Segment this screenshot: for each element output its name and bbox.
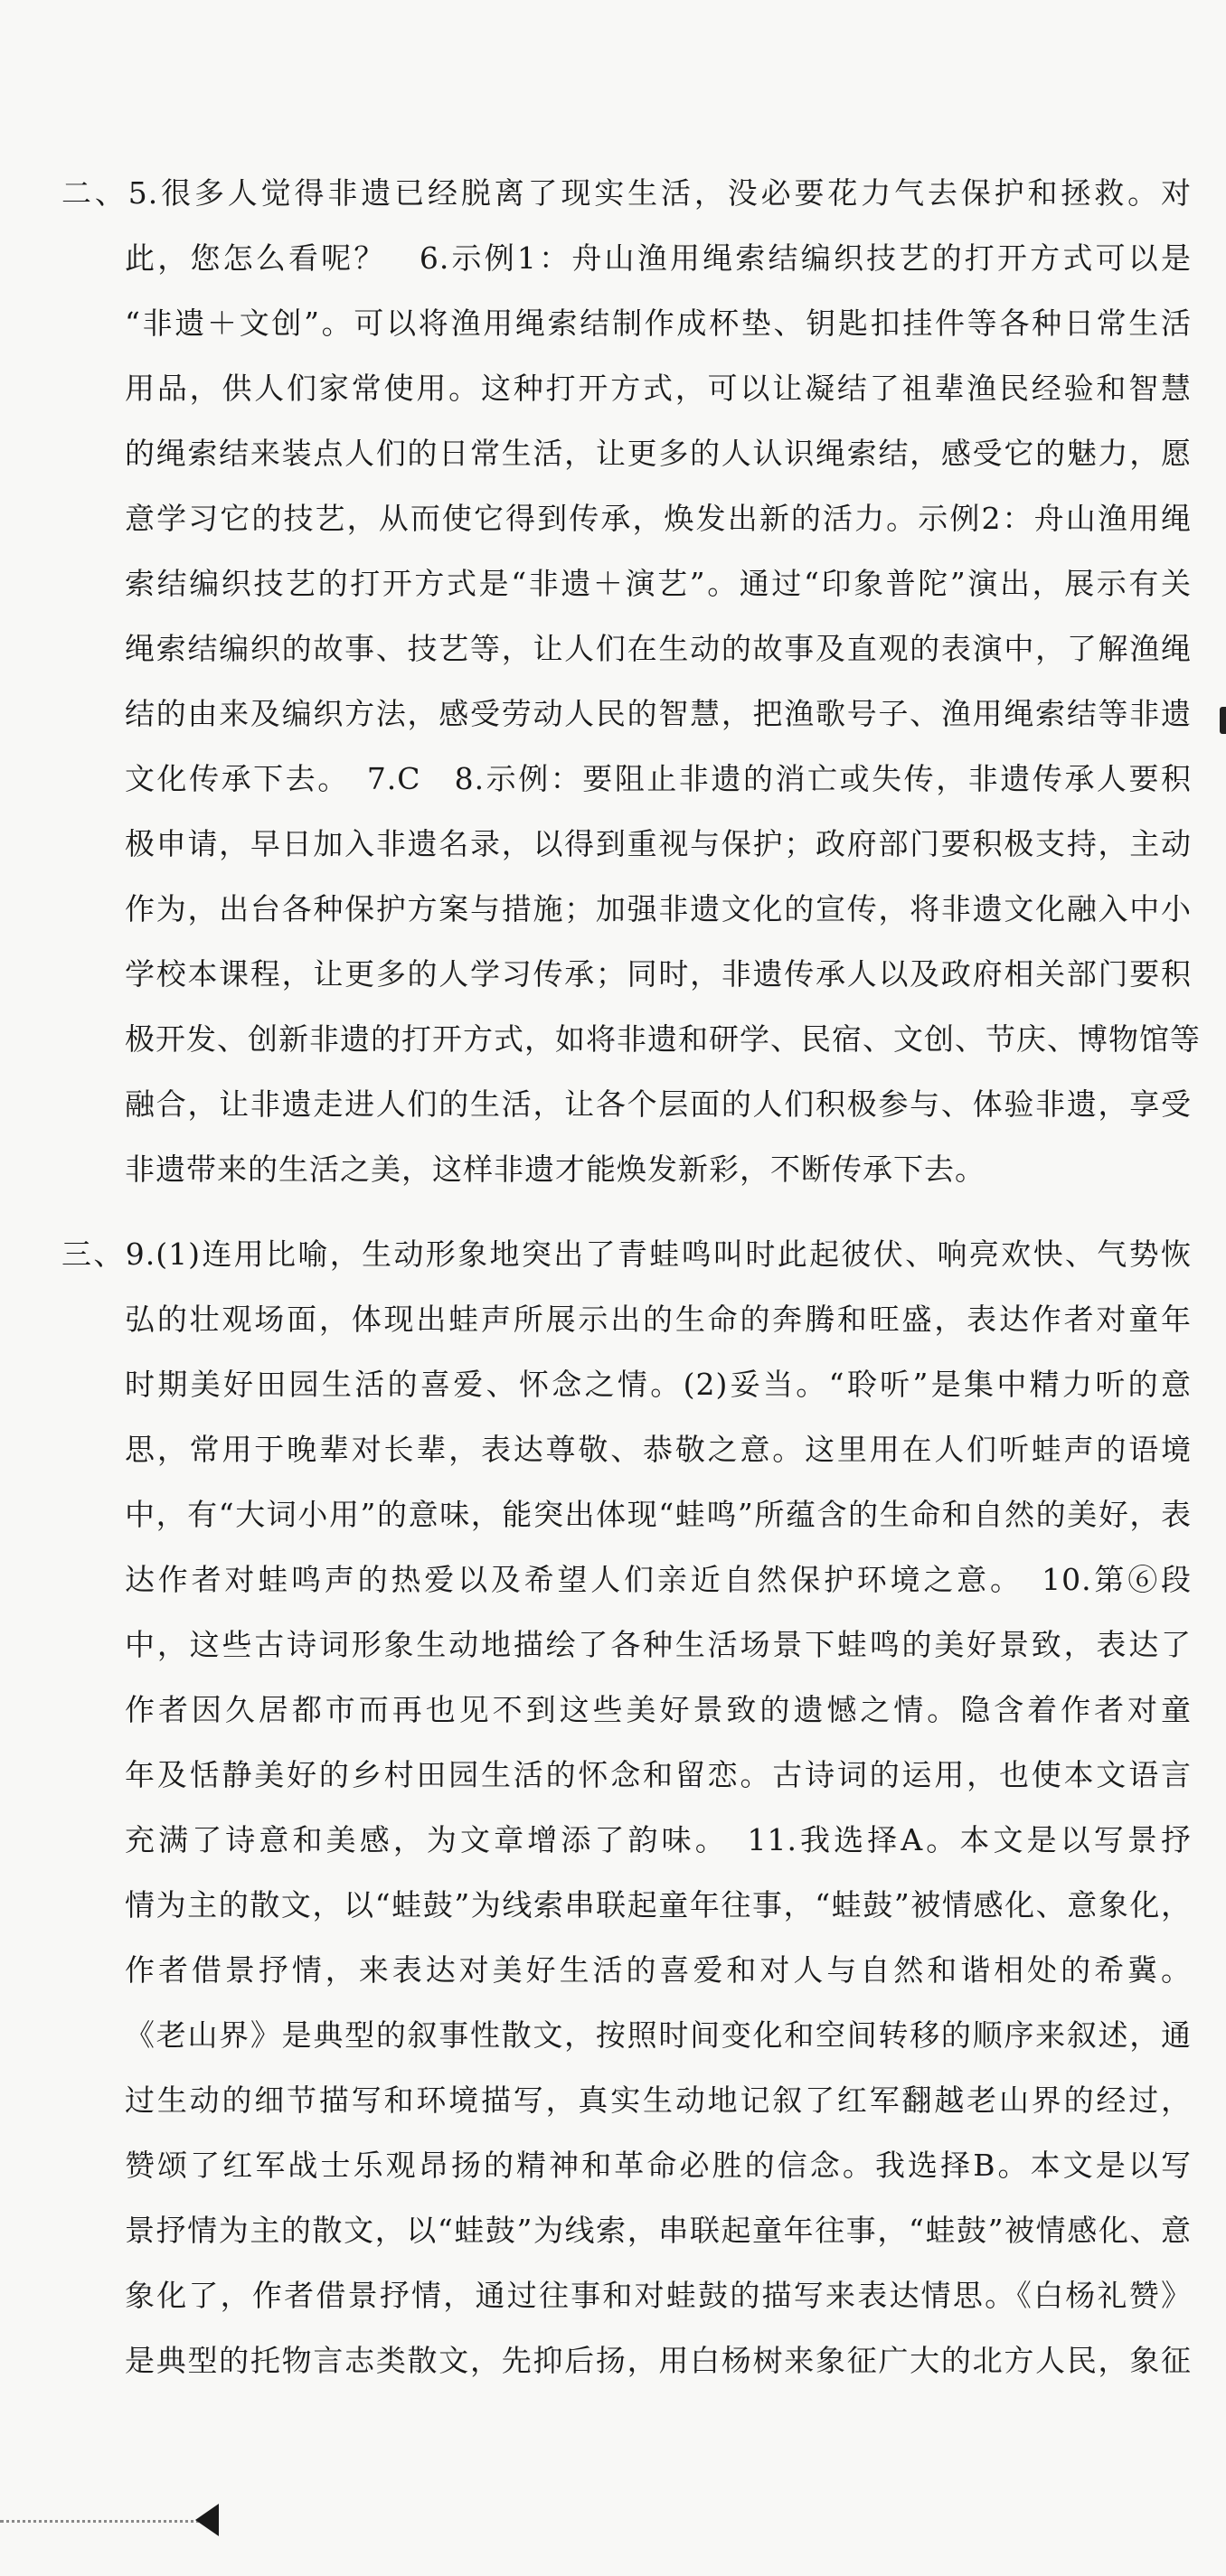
text-line: 年及恬静美好的乡村田园生活的怀念和留恋。古诗词的运用，也使本文语言 bbox=[125, 1757, 1192, 1792]
text-line: 二、5.很多人觉得非遗已经脱离了现实生活，没必要花力气去保护和拯救。对 bbox=[61, 175, 1192, 211]
triangle-left-icon bbox=[195, 2504, 219, 2536]
text-line: 弘的壮观场面，体现出蛙声所展示出的生命的奔腾和旺盛，表达作者对童年 bbox=[125, 1302, 1192, 1337]
text-line: 文化传承下去。 7.C 8.示例：要阻止非遗的消亡或失传，非遗传承人要积 bbox=[125, 761, 1192, 796]
text-line: 此，您怎么看呢？ 6.示例1：舟山渔用绳索结编织技艺的打开方式可以是 bbox=[125, 240, 1192, 276]
text-line: 中，有“大词小用”的意味，能突出体现“蛙鸣”所蕴含的生命和自然的美好，表 bbox=[125, 1497, 1192, 1532]
text-line: 过生动的细节描写和环境描写，真实生动地记叙了红军翻越老山界的经过， bbox=[125, 2082, 1192, 2118]
text-line: 象化了，作者借景抒情，通过往事和对蛙鼓的描写来表达情思。《白杨礼赞》 bbox=[125, 2278, 1192, 2313]
text-line: 结的由来及编织方法，感受劳动人民的智慧，把渔歌号子、渔用绳索结等非遗 bbox=[125, 696, 1192, 731]
text-line: “非遗＋文创”。可以将渔用绳索结制作成杯垫、钥匙扣挂件等各种日常生活 bbox=[125, 306, 1192, 341]
footer-dotted-rule bbox=[0, 2520, 206, 2523]
text-line: 思，常用于晚辈对长辈，表达尊敬、恭敬之意。这里用在人们听蛙声的语境 bbox=[125, 1432, 1192, 1467]
text-line: 非遗带来的生活之美，这样非遗才能焕发新彩，不断传承下去。 bbox=[125, 1152, 986, 1187]
text-line: 充满了诗意和美感，为文章增添了韵味。 11.我选择A。本文是以写景抒 bbox=[125, 1822, 1192, 1857]
section-two bbox=[61, 161, 1201, 1202]
text-line: 景抒情为主的散文，以“蛙鼓”为线索，串联起童年往事，“蛙鼓”被情感化、意 bbox=[125, 2213, 1192, 2248]
section-three bbox=[61, 1222, 1192, 2393]
text-line: 是典型的托物言志类散文，先抑后扬，用白杨树来象征广大的北方人民，象征 bbox=[125, 2343, 1192, 2378]
section-separator bbox=[61, 1202, 1192, 1222]
text-line: 绳索结编织的故事、技艺等，让人们在生动的故事及直观的表演中，了解渔绳 bbox=[125, 631, 1192, 666]
text-line: 情为主的散文，以“蛙鼓”为线索串联起童年往事，“蛙鼓”被情感化、意象化， bbox=[125, 1887, 1192, 1923]
text-line: 作者因久居都市而再也见不到这些美好景致的遗憾之情。隐含着作者对童 bbox=[125, 1692, 1192, 1727]
text-line: 极开发、创新非遗的打开方式，如将非遗和研学、民宿、文创、节庆、博物馆等 bbox=[125, 1021, 1201, 1057]
text-line: 达作者对蛙鸣声的热爱以及希望人们亲近自然保护环境之意。 10.第⑥段 bbox=[125, 1562, 1192, 1597]
text-line: 的绳索结来装点人们的日常生活，让更多的人认识绳索结，感受它的魅力，愿 bbox=[125, 436, 1192, 471]
text-line: 赞颂了红军战士乐观昂扬的精神和革命必胜的信念。我选择B。本文是以写 bbox=[125, 2148, 1192, 2183]
text-line: 融合，让非遗走进人们的生活，让各个层面的人们积极参与、体验非遗，享受 bbox=[125, 1086, 1192, 1122]
text-line: 学校本课程，让更多的人学习传承；同时，非遗传承人以及政府相关部门要积 bbox=[125, 956, 1192, 992]
text-line: 用品，供人们家常使用。这种打开方式，可以让凝结了祖辈渔民经验和智慧 bbox=[125, 371, 1192, 406]
text-line: 作为，出台各种保护方案与措施；加强非遗文化的宣传，将非遗文化融入中小 bbox=[125, 891, 1192, 926]
text-line: 意学习它的技艺，从而使它得到传承，焕发出新的活力。示例2：舟山渔用绳 bbox=[125, 501, 1192, 536]
text-line: 时期美好田园生活的喜爱、怀念之情。(2)妥当。“聆听”是集中精力听的意 bbox=[125, 1367, 1192, 1402]
text-line: 中，这些古诗词形象生动地描绘了各种生活场景下蛙鸣的美好景致，表达了 bbox=[125, 1627, 1192, 1662]
text-line: 极申请，早日加入非遗名录，以得到重视与保护；政府部门要积极支持，主动 bbox=[125, 826, 1192, 861]
answer-text bbox=[61, 161, 1201, 2393]
text-line: 三、9.(1)连用比喻，生动形象地突出了青蛙鸣叫时此起彼伏、响亮欢快、气势恢 bbox=[61, 1236, 1192, 1272]
text-line: 《老山界》是典型的叙事性散文，按照时间变化和空间转移的顺序来叙述，通 bbox=[125, 2017, 1192, 2053]
text-line: 作者借景抒情，来表达对美好生活的喜爱和对人与自然和谐相处的希冀。 bbox=[125, 1952, 1192, 1988]
page-edge-mark bbox=[1220, 707, 1226, 734]
text-line: 索结编织技艺的打开方式是“非遗＋演艺”。通过“印象普陀”演出，展示有关 bbox=[125, 566, 1192, 601]
